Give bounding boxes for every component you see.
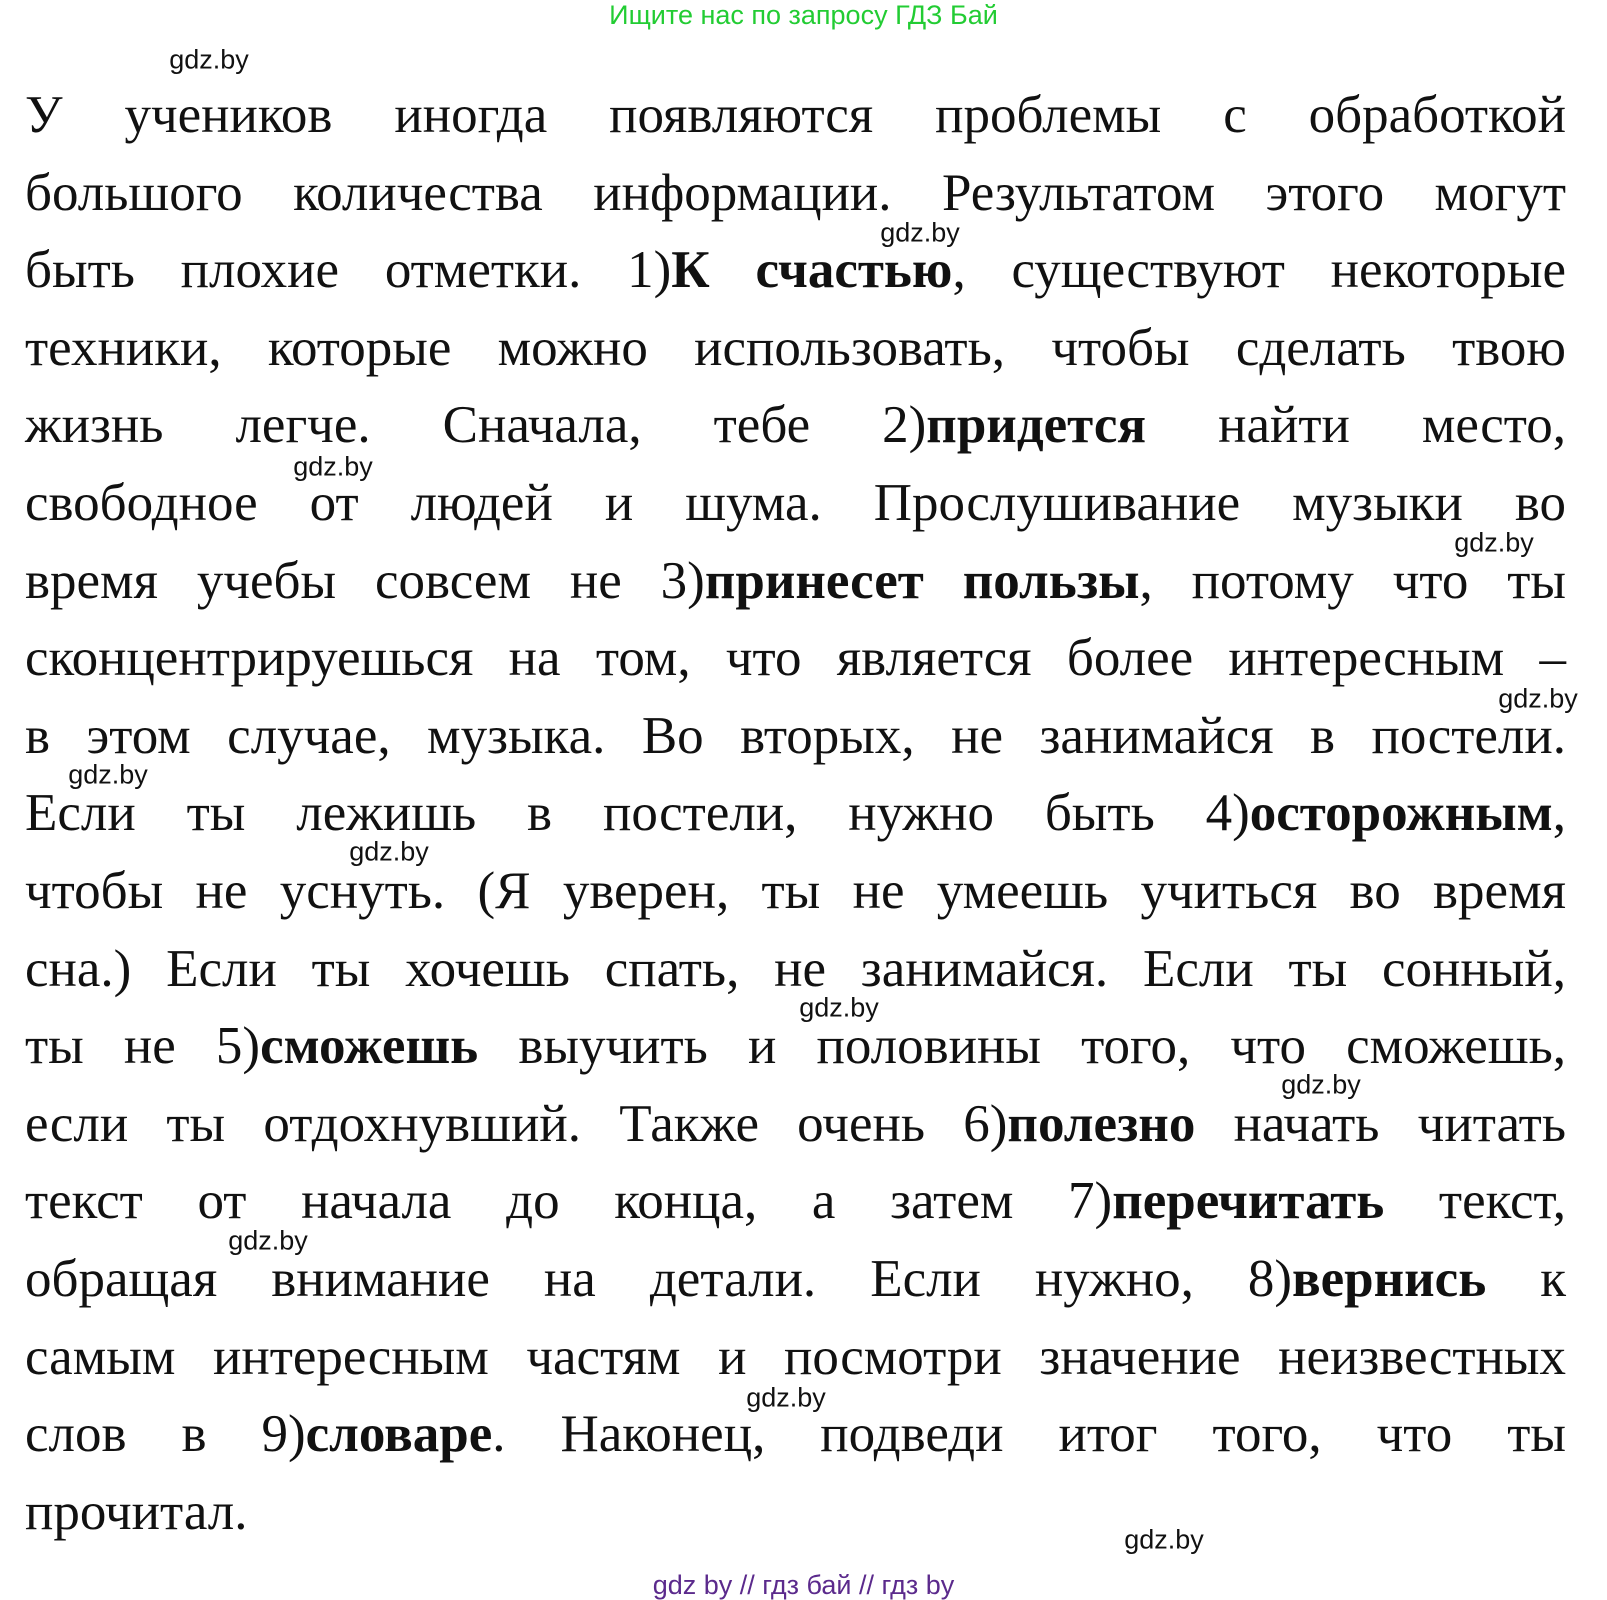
- document-body: [25, 77, 1566, 1551]
- text-line: [25, 931, 1566, 1009]
- text-segment: ,: [1552, 784, 1566, 843]
- watermark: gdz.by: [880, 217, 960, 248]
- watermark: gdz.by: [68, 759, 148, 790]
- text-segment: текст,: [1384, 1172, 1566, 1231]
- answer-word: сможешь: [260, 1017, 479, 1076]
- text-segment: , потому что ты: [1139, 551, 1566, 610]
- text-line: [25, 775, 1566, 853]
- text-line: [25, 387, 1566, 465]
- text-line: [25, 698, 1566, 776]
- text-line: [25, 310, 1566, 388]
- text-segment: сна.) Если ты хочешь спать, не занимайся. Если ты сонный,: [25, 939, 1566, 998]
- text-line: [25, 1474, 1566, 1552]
- text-segment: если ты отдохнувший. Также очень 6): [25, 1094, 1008, 1153]
- watermark: gdz.by: [228, 1225, 308, 1256]
- watermark: gdz.by: [169, 44, 249, 75]
- text-segment: слов в 9): [25, 1405, 306, 1464]
- text-segment: прочитал.: [25, 1482, 248, 1541]
- text-segment: жизнь легче. Сначала, тебе 2): [25, 396, 927, 455]
- answer-word: полезно: [1007, 1094, 1196, 1153]
- text-segment: , существуют некоторые: [952, 241, 1566, 300]
- answer-word: словаре: [305, 1405, 493, 1464]
- watermark: gdz.by: [1498, 683, 1578, 714]
- watermark: gdz.by: [746, 1382, 826, 1413]
- text-line: [25, 232, 1566, 310]
- text-segment: сконцентрируешься на том, что является более интересным –: [25, 629, 1566, 688]
- text-segment: в этом случае, музыка. Во вторых, не занимайся в постели.: [25, 706, 1566, 765]
- text-segment: быть плохие отметки. 1): [25, 241, 672, 300]
- watermark: gdz.by: [293, 451, 373, 482]
- text-segment: . Наконец, подведи итог того, что ты: [492, 1405, 1566, 1464]
- watermark: gdz.by: [1454, 527, 1534, 558]
- text-segment: текст от начала до конца, а затем 7): [25, 1172, 1113, 1231]
- text-segment: чтобы не уснуть. (Я уверен, ты не умеешь учиться во время: [25, 861, 1566, 920]
- text-segment: большого количества информации. Результатом этого могут: [25, 163, 1566, 222]
- text-line: [25, 465, 1566, 543]
- watermark: gdz.by: [1124, 1524, 1204, 1555]
- watermark: gdz.by: [799, 992, 879, 1023]
- text-segment: техники, которые можно использовать, чтобы сделать твою: [25, 318, 1566, 377]
- answer-word: вернись: [1291, 1249, 1487, 1308]
- answer-word: придется: [926, 396, 1147, 455]
- answer-word: К счастью: [671, 241, 953, 300]
- search-hint-banner: Ищите нас по запросу ГДЗ Бай: [609, 0, 998, 30]
- text-segment: выучить и половины того, что сможешь,: [478, 1017, 1566, 1076]
- answer-word: перечитать: [1112, 1172, 1385, 1231]
- text-line: [25, 543, 1566, 621]
- text-line: [25, 620, 1566, 698]
- text-line: [25, 77, 1566, 155]
- text-segment: время учебы совсем не 3): [25, 551, 705, 610]
- footer-links[interactable]: gdz by // гдз бай // гдз by: [652, 1570, 955, 1600]
- text-line: [25, 853, 1566, 931]
- text-segment: начать читать: [1195, 1094, 1566, 1153]
- watermark: gdz.by: [349, 836, 429, 867]
- text-segment: обращая внимание на детали. Если нужно, 8): [25, 1249, 1292, 1308]
- text-segment: свободное от людей и шума. Прослушивание музыки во: [25, 473, 1566, 532]
- text-segment: самым интересным частям и посмотри значение неизвестных: [25, 1327, 1566, 1386]
- watermark: gdz.by: [1281, 1069, 1361, 1100]
- text-segment: найти место,: [1146, 396, 1566, 455]
- text-line: [25, 155, 1566, 233]
- text-segment: У учеников иногда появляются проблемы с обработкой: [25, 86, 1566, 144]
- answer-word: осторожным: [1249, 784, 1553, 843]
- text-segment: ты не 5): [25, 1017, 261, 1076]
- answer-word: принесет пользы: [704, 551, 1140, 610]
- text-segment: к: [1486, 1249, 1566, 1308]
- text-segment: Если ты лежишь в постели, нужно быть 4): [25, 784, 1250, 843]
